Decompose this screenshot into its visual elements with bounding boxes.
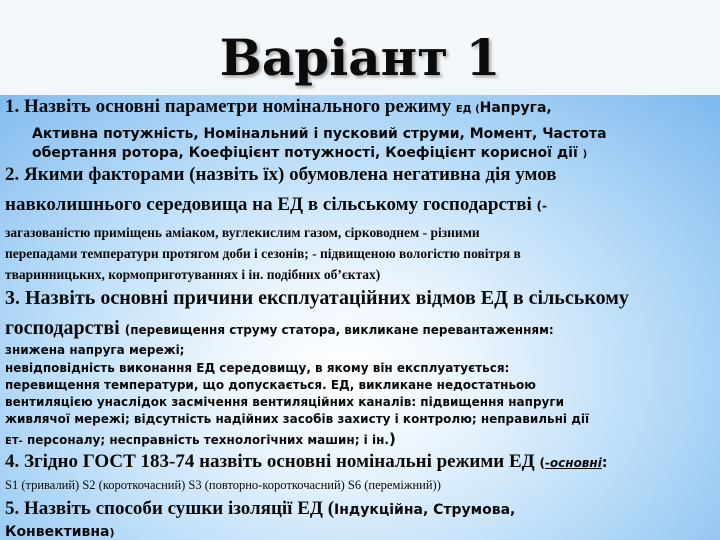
- answer-3-line-1: знижена напруга мережі;: [5, 343, 185, 357]
- answer-2-line-3: тваринницьких, кормоприготуваннях і ін. подібних об’єктах): [5, 267, 381, 282]
- answer-4: S1 (тривалий) S2 (короткочасний) S3 (повторно-короткочасний) S6 (переміжний)): [5, 478, 441, 492]
- answer-2-line-1: загазованістю приміщень аміаком, вуглекислим газом, сірководнем - різними: [5, 225, 480, 240]
- question-4: 4. Згідно ГОСТ 183-74 назвіть основні номінальні режими ЕД (-основні:: [5, 451, 608, 472]
- question-1: 1. Назвіть основні параметри номінального режиму ЕД (Напруга,: [5, 96, 552, 117]
- answer-3-line-6: ЕТ- персоналу; несправність технологічних машин; і ін.): [5, 430, 396, 448]
- answer-3-line-4: вентиляцією унаслідок засмічення вентиляційних каналів: підвищення напруги: [5, 395, 565, 409]
- answer-3-line-2: невідповідність виконання ЕД середовищу, в якому він експлуатується:: [5, 361, 510, 375]
- question-5: 5. Назвіть способи сушки ізоляції ЕД (Індукційна, Струмова,: [5, 498, 516, 519]
- answer-1-line-2: обертання ротора, Коефіцієнт потужності, Коефіцієнт корисної дії ): [32, 145, 588, 161]
- content-panel: [0, 95, 720, 540]
- answer-3-line-3: перевищення температури, що допускається. ЕД, викликане недостатньою: [5, 378, 536, 392]
- question-2-line-1: 2. Якими факторами (назвіть їх) обумовлена негативна дія умов: [5, 164, 557, 185]
- slide-title: Варіант 1: [219, 28, 501, 87]
- answer-5-line-2: Конвективна): [5, 524, 115, 540]
- answer-3-line-5: живлячої мережі; відсутність надійних засобів захисту і контролю; неправильні дії: [5, 412, 590, 426]
- question-3-line-2: господарстві (перевищення струму статора, викликане перевантаженням:: [5, 317, 554, 339]
- answer-1-line-1: Активна потужність, Номінальний і пусковий струми, Момент, Частота: [32, 126, 607, 142]
- answer-2-line-2: перепадами температури протягом доби і сезонів; - підвищеною вологістю повітря в: [5, 246, 521, 261]
- question-3-line-1: 3. Назвіть основні причини експлуатаційних відмов ЕД в сільському: [5, 287, 629, 309]
- question-2-line-2: навколишнього середовища на ЕД в сільському господарстві (-: [5, 194, 548, 215]
